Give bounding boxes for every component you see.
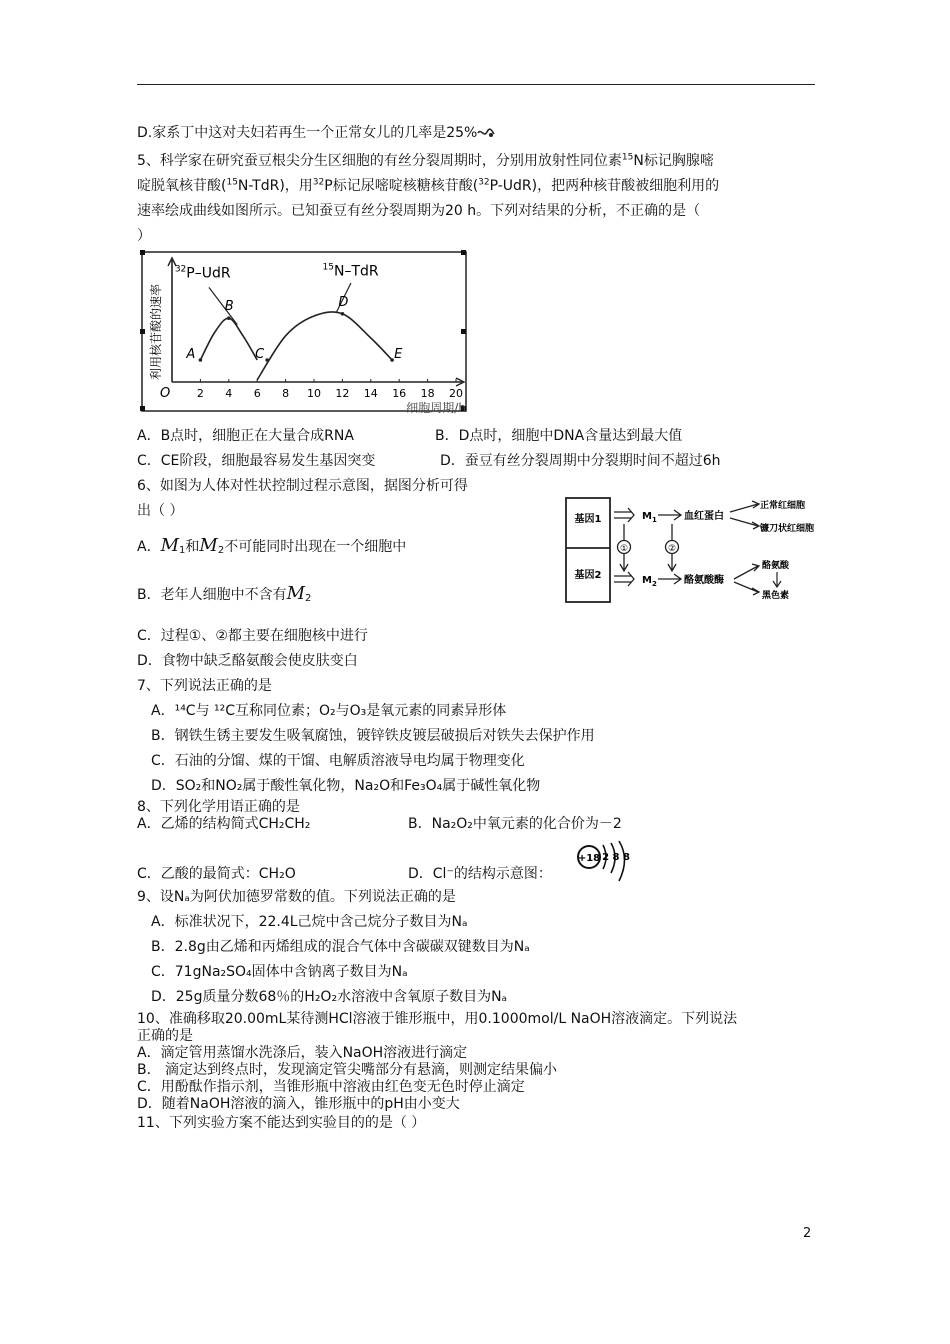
x-tick-label: 2 <box>196 387 204 400</box>
q10-option-b: B． 滴定达到终点时，发现滴定管尖嘴部分有悬滴，则测定结果偏小 <box>137 1062 558 1078</box>
frame-handle <box>140 329 145 334</box>
point-label-E: E <box>394 347 403 362</box>
q5-stem-line4: ） <box>137 228 151 244</box>
tyrosine-label: 酪氨酸 <box>762 561 790 571</box>
point-D <box>341 312 345 316</box>
q8-option-d: D．Cl⁻的结构示意图： <box>408 866 552 882</box>
q11-stem: 11、下列实验方案不能达到实验目的的是（ ） <box>137 1115 426 1131</box>
sickle-rbc-label: 镰刀状红细胞 <box>760 524 815 534</box>
m2-label: $M_2$ <box>642 575 657 588</box>
frame-handle <box>461 329 466 334</box>
m1-label: $M_1$ <box>642 511 657 524</box>
q6-option-c: C．过程①、②都主要在细胞核中进行 <box>137 628 368 644</box>
q4-option-d: D.家系丁中这对夫妇若再生一个正常女儿的几率是25% <box>137 123 495 143</box>
q5-stem-line1: 5、科学家在研究蚕豆根尖分生区细胞的有丝分裂周期时，分别用放射性同位素$^{15}$N标记胸腺嘧 <box>137 152 714 169</box>
x-tick-label: 20 <box>449 387 463 400</box>
chloride-ion-structure <box>574 840 634 884</box>
q8-option-a: A．乙烯的结构简式CH₂CH₂ <box>137 816 311 832</box>
series-line-1 <box>257 312 392 380</box>
header-rule <box>137 84 815 85</box>
q7-option-a: A．¹⁴C与 ¹²C互称同位素；O₂与O₃是氧元素的同素异形体 <box>151 703 507 719</box>
x-tick-label: 8 <box>282 387 290 400</box>
gene1-label: 基因1 <box>574 514 602 525</box>
q5-stem-line3: 速率绘成曲线如图所示。已知蚕豆有丝分裂周期为20 h。下列对结果的分析，不正确的是（ <box>137 203 701 219</box>
q7-option-b: B．钢铁生锈主要发生吸氧腐蚀，镀锌铁皮镀层破损后对铁失去保护作用 <box>151 728 595 744</box>
q6-option-b: B．老年人细胞中不含有M2 <box>137 583 312 604</box>
q6-option-d: D．食物中缺乏酪氨酸会使皮肤变白 <box>137 653 358 669</box>
frame-handle <box>140 250 145 255</box>
q6-option-a: A．M1和M2不可能同时出现在一个细胞中 <box>137 535 407 556</box>
x-tick-label: 14 <box>363 387 378 400</box>
normal-rbc-label: 正常红细胞 <box>760 501 806 511</box>
q10-option-a: A．滴定管用蒸馏水洗涤后，装入NaOH溶液进行滴定 <box>137 1045 468 1061</box>
q7-option-c: C．石油的分馏、煤的干馏、电解质溶液导电均属于物理变化 <box>151 753 525 769</box>
point-A <box>199 358 203 362</box>
hemoglobin-label: 血红蛋白 <box>684 511 724 522</box>
frame-handle <box>461 250 466 255</box>
x-tick-label: 16 <box>392 387 407 400</box>
series-line-0 <box>200 318 257 360</box>
q10-stem-line1: 10、准确移取20.00mL某待测HCl溶液于锥形瓶中，用0.1000mol/L NaOH溶液滴定。下列说法 <box>137 1011 738 1027</box>
q10-option-d: D．随着NaOH溶液的滴入，锥形瓶中的pH由小变大 <box>137 1096 460 1112</box>
series-label-0: $^{32}$P–UdR <box>174 264 231 282</box>
q7-stem: 7、下列说法正确的是 <box>137 678 272 694</box>
process2-label: ② <box>667 544 677 554</box>
x-tick-label: 6 <box>253 387 261 400</box>
point-C <box>265 358 269 362</box>
nucleus-charge: +18 <box>577 853 601 864</box>
x-tick-label: 4 <box>225 387 233 400</box>
point-label-A: A <box>186 347 196 362</box>
q8-option-b: B．Na₂O₂中氧元素的化合价为－2 <box>408 816 622 832</box>
q5-option-d: D．蚕豆有丝分裂周期中分裂期时间不超过6h <box>440 453 721 469</box>
q5-option-c: C．CE阶段，细胞最容易发生基因突变 <box>137 453 376 469</box>
scribble-icon <box>477 127 495 139</box>
point-B <box>227 316 231 320</box>
q9-option-d: D．25g质量分数68％的H₂O₂水溶液中含氧原子数目为Nₐ <box>151 989 508 1005</box>
x-tick-label: 10 <box>307 387 321 400</box>
origin-label: O <box>160 386 171 401</box>
q7-option-d: D．SO₂和NO₂属于酸性氧化物，Na₂O和Fe₃O₄属于碱性氧化物 <box>151 778 541 794</box>
electron-shells: 2 8 8 <box>602 852 630 863</box>
tyrosinase-label: 酪氨酸酶 <box>684 575 724 586</box>
q10-option-c: C．用酚酞作指示剂，当锥形瓶中溶液由红色变无色时停止滴定 <box>137 1079 525 1095</box>
point-label-C: C <box>255 347 265 362</box>
frame-handle <box>140 406 145 411</box>
process1-label: ① <box>619 544 629 554</box>
q8-option-c: C．乙酸的最简式：CH₂O <box>137 866 296 882</box>
point-label-D: D <box>338 294 349 310</box>
q5-option-b: B．D点时，细胞中DNA含量达到最大值 <box>435 428 683 444</box>
q9-option-a: A．标准状况下，22.4L己烷中含己烷分子数目为Nₐ <box>151 914 468 930</box>
q5-rate-chart <box>140 250 470 415</box>
q9-option-b: B．2.8g由乙烯和丙烯组成的混合气体中含碳碳双键数目为Nₐ <box>151 939 530 955</box>
q6-gene-diagram <box>562 494 832 606</box>
q8-stem: 8、下列化学用语正确的是 <box>137 799 300 815</box>
q6-stem-line2: 出（ ） <box>137 503 184 519</box>
melanin-label: 黑色素 <box>762 591 790 601</box>
point-label-B: B <box>224 299 234 315</box>
series-label-1: $^{15}$N–TdR <box>322 262 379 280</box>
x-tick-label: 18 <box>420 387 435 400</box>
x-axis-label: 细胞周期/h <box>406 401 466 415</box>
x-tick-label: 12 <box>335 387 350 400</box>
page-number: 2 <box>803 1226 812 1241</box>
y-axis-label: 利用核苷酸的速率 <box>149 283 163 380</box>
q9-option-c: C．71gNa₂SO₄固体中含钠离子数目为Nₐ <box>151 964 408 980</box>
q10-stem-line2: 正确的是 <box>137 1028 193 1044</box>
gene2-label: 基因2 <box>574 570 602 581</box>
q6-stem-line1: 6、如图为人体对性状控制过程示意图，据图分析可得 <box>137 478 468 494</box>
q5-option-a: A．B点时，细胞正在大量合成RNA <box>137 428 354 444</box>
q9-stem: 9、设Nₐ为阿伏加德罗常数的值。下列说法正确的是 <box>137 889 456 905</box>
q5-stem-line2: 啶脱氧核苷酸($^{15}$N-TdR)，用$^{32}$P标记尿嘧啶核糖核苷酸($^{32}$P-UdR)，把两种核苷酸被细胞利用的 <box>137 177 720 194</box>
